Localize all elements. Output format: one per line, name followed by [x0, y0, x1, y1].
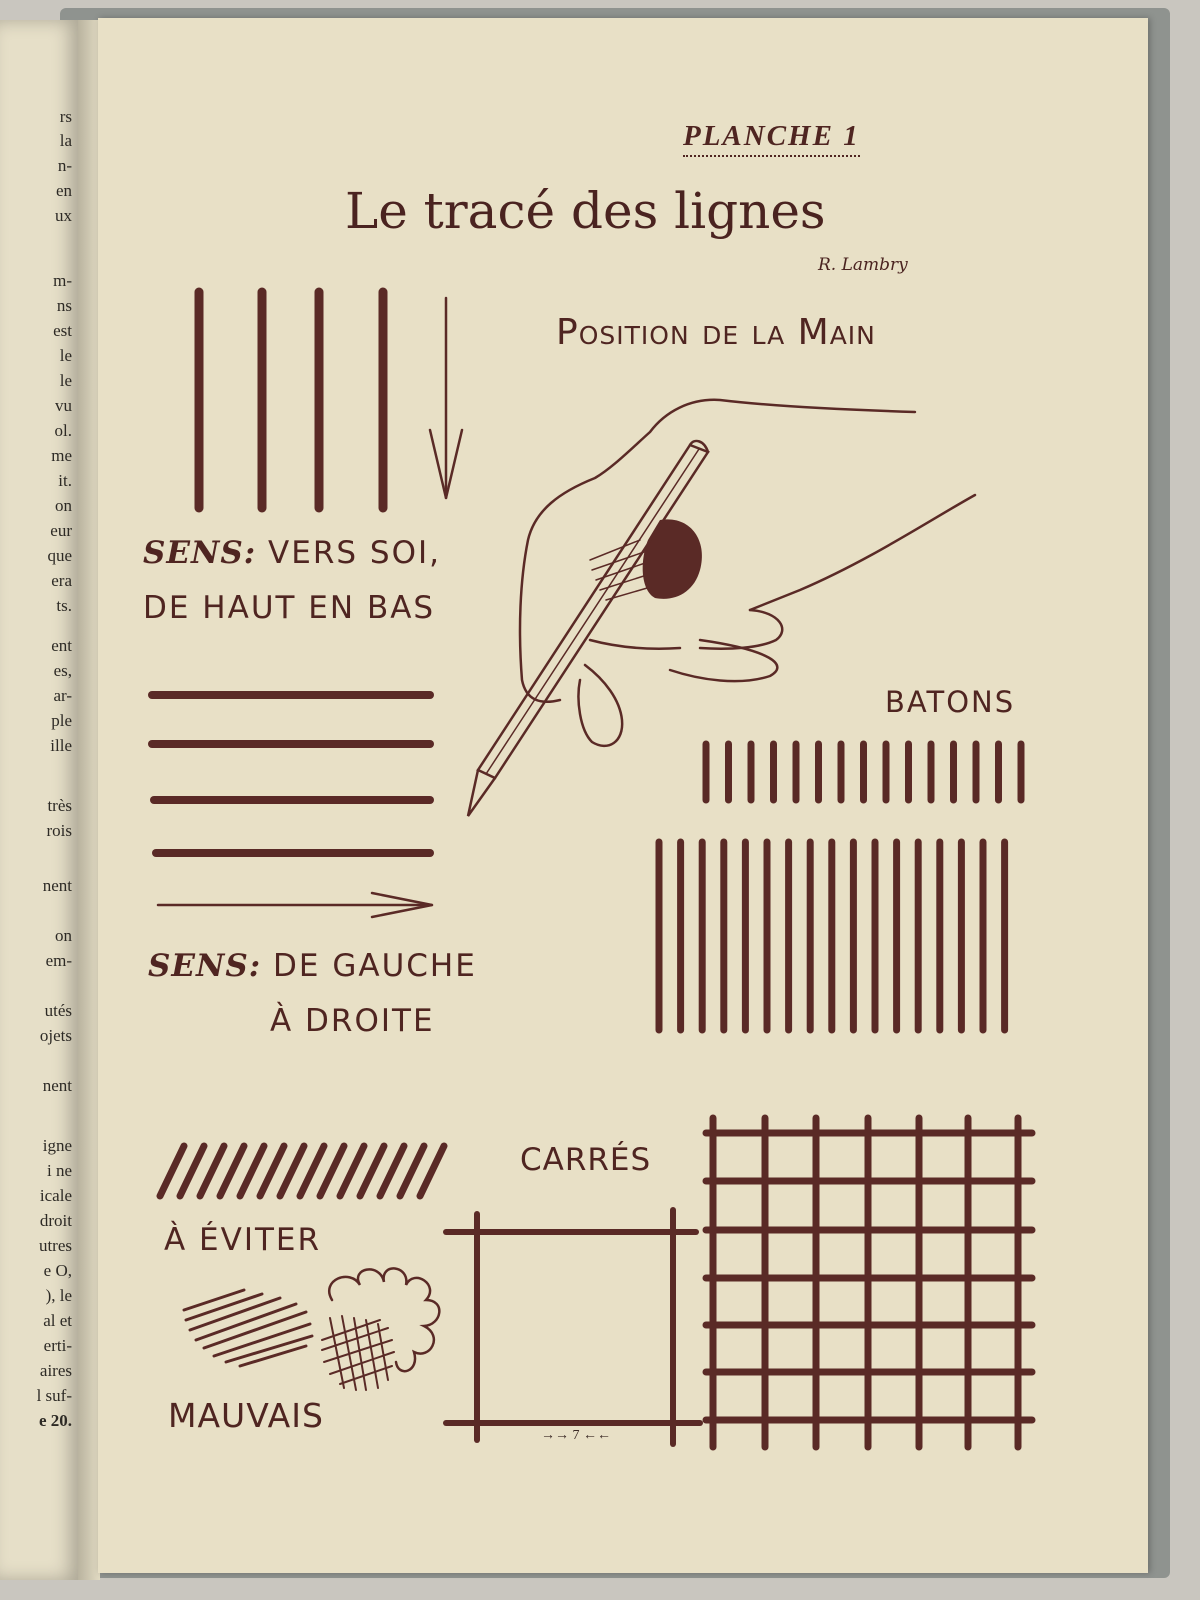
left-page-text-fragment: ), le — [45, 1286, 72, 1305]
left-page-text-fragment: e 20. — [38, 1411, 72, 1430]
horizontal-sens-label: SENS: — [148, 948, 262, 984]
left-page-text-fragment: la — [59, 131, 72, 150]
left-page-text-fragment: l suf- — [36, 1386, 72, 1405]
left-page-text-fragment: utés — [44, 1001, 72, 1020]
page-number — [541, 1428, 611, 1444]
left-page-text-fragment: on — [55, 926, 72, 945]
vertical-caption-line2: DE HAUT EN BAS — [143, 590, 436, 626]
left-page-text-fragment: ple — [51, 711, 72, 730]
hand-position-heading: Position de la Main — [556, 312, 876, 353]
bad-scribbles — [184, 1268, 439, 1390]
page-number-mark-left: →→ — [541, 1428, 569, 1443]
left-page-text-fragment: nent — [42, 876, 72, 895]
vertical-caption-line1 — [143, 535, 441, 571]
slanted-strokes-to-avoid — [160, 1146, 444, 1196]
squares-grid — [706, 1118, 1032, 1447]
horizontal-lines-exercise — [152, 695, 432, 917]
left-page-text-fragment: me — [51, 446, 72, 465]
left-page-text-fragment: très — [47, 796, 72, 815]
left-page-text-fragment: utres — [38, 1236, 72, 1255]
plate-label: PLANCHE 1 — [683, 120, 860, 157]
left-page-text-fragment: rois — [46, 821, 72, 840]
left-page-text-fragment: que — [47, 546, 72, 565]
left-page-text-fragment: ille — [50, 736, 72, 755]
hand-holding-pencil-illustration — [468, 400, 975, 816]
left-page-text-fragment: ent — [51, 636, 72, 655]
left-page-text-fragment: em- — [45, 951, 72, 970]
left-page-text-fragment: it. — [58, 471, 72, 490]
left-page-text-fragment: era — [51, 571, 72, 590]
left-page-text-fragment: nent — [42, 1076, 72, 1095]
batons-tall-row — [659, 842, 1005, 1030]
left-page-text-fragment: eur — [50, 521, 72, 540]
left-page-text-fragment: erti- — [43, 1336, 72, 1355]
left-page-text-fragment: i ne — [46, 1161, 72, 1180]
vertical-direction-text: VERS SOI, — [268, 535, 441, 571]
left-page-text-fragment: le — [59, 371, 72, 390]
bad-label: MAUVAIS — [168, 1396, 324, 1435]
left-page-text-fragment: en — [55, 181, 72, 200]
horizontal-direction-text: DE GAUCHE — [273, 948, 477, 984]
single-square — [446, 1210, 700, 1444]
left-page-text-fragment: ns — [56, 296, 72, 315]
page-number-value: 7 — [572, 1428, 580, 1443]
vertical-sens-label: SENS: — [143, 535, 257, 571]
batons-label: BATONS — [885, 685, 1016, 719]
horizontal-caption-line2: À DROITE — [270, 1003, 435, 1039]
left-page-text-fragment: le — [59, 346, 72, 365]
pencil-icon — [468, 441, 708, 816]
left-page-text-fragment: droit — [39, 1211, 72, 1230]
right-arrow-icon — [158, 893, 432, 917]
artist-signature: R. Lambry — [818, 255, 908, 275]
left-page-text-fragment: aires — [39, 1361, 72, 1380]
page-number-mark-right: ←← — [583, 1428, 611, 1443]
left-page-text-fragment: al et — [43, 1311, 72, 1330]
left-page-text-fragment: m- — [53, 271, 72, 290]
horizontal-caption-line1 — [148, 948, 477, 984]
left-page-text-fragment: vu — [55, 396, 72, 415]
left-page-text-fragment: rs — [59, 107, 72, 126]
left-page-text-fragment: ar- — [53, 686, 72, 705]
left-page-text-fragment: on — [55, 496, 72, 515]
vertical-lines-exercise — [199, 292, 462, 508]
left-page-text-fragment: icale — [39, 1186, 72, 1205]
left-page-text-fragment: e O, — [43, 1261, 72, 1280]
avoid-label: À ÉVITER — [164, 1222, 322, 1258]
down-arrow-icon — [430, 298, 462, 498]
left-page-text-fragment: n- — [57, 156, 72, 175]
left-page-text-fragment: ol. — [54, 421, 72, 440]
left-page-text-fragment: ux — [55, 206, 72, 225]
left-page-text-fragment: es, — [53, 661, 72, 680]
squares-label: CARRÉS — [520, 1142, 652, 1178]
left-page-text-fragment: igne — [42, 1136, 72, 1155]
batons-short-row — [706, 744, 1021, 800]
left-page-text-fragment: ts. — [56, 596, 72, 615]
left-page-text-fragment: est — [53, 321, 72, 340]
left-page-text-fragment: ojets — [39, 1026, 72, 1045]
page-title: Le tracé des lignes — [345, 182, 826, 240]
